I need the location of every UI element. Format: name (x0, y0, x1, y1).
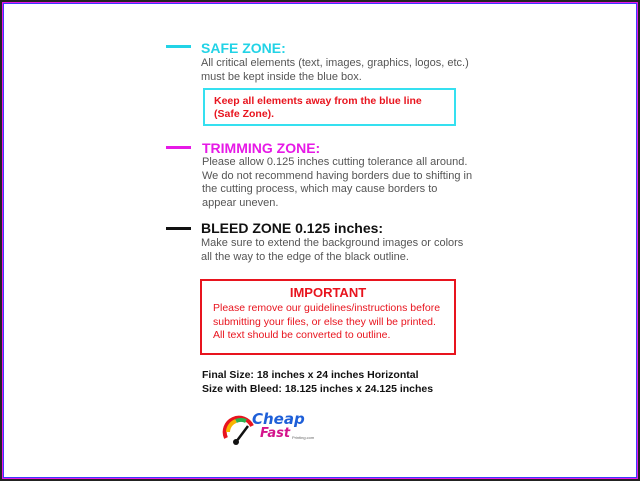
bleed-zone-heading: BLEED ZONE 0.125 inches: (201, 220, 384, 236)
safe-zone-note: Keep all elements away from the blue line (Safe Zone). (214, 95, 422, 120)
trimming-zone-marker (166, 146, 191, 149)
company-logo (222, 410, 322, 446)
safe-zone-marker (166, 45, 191, 48)
safe-zone-heading: SAFE ZONE: (201, 40, 286, 56)
safe-zone-description: All critical elements (text, images, graphics, logos, etc.) must be kept inside the blue box. (201, 57, 469, 83)
trimming-zone-description: Please allow 0.125 inches cutting tolerance all around. We do not recommend having borders due to shifting in the cutting process, which may cause borders to appear uneven. (202, 156, 473, 209)
bleed-zone-marker (166, 227, 191, 230)
important-message: Please remove our guidelines/instructions before submitting your files, or else they will be printed. All text should be converted to outline. (213, 302, 441, 341)
trimming-zone-heading: TRIMMING ZONE: (202, 140, 321, 156)
important-box (200, 279, 456, 355)
logo-suffix: Printing.com (292, 435, 315, 440)
safe-zone-note-box (203, 88, 456, 126)
logo-word-fast: Fast (260, 426, 291, 441)
important-title: IMPORTANT (289, 285, 367, 300)
final-size-label: Final Size: 18 inches x 24 inches Horizontal (202, 369, 419, 381)
logo-word-cheap: Cheap (252, 410, 305, 428)
bleed-size-label: Size with Bleed: 18.125 inches x 24.125 inches (202, 383, 434, 395)
bleed-zone-description: Make sure to extend the background images or colors all the way to the edge of the black outline. (201, 237, 464, 263)
